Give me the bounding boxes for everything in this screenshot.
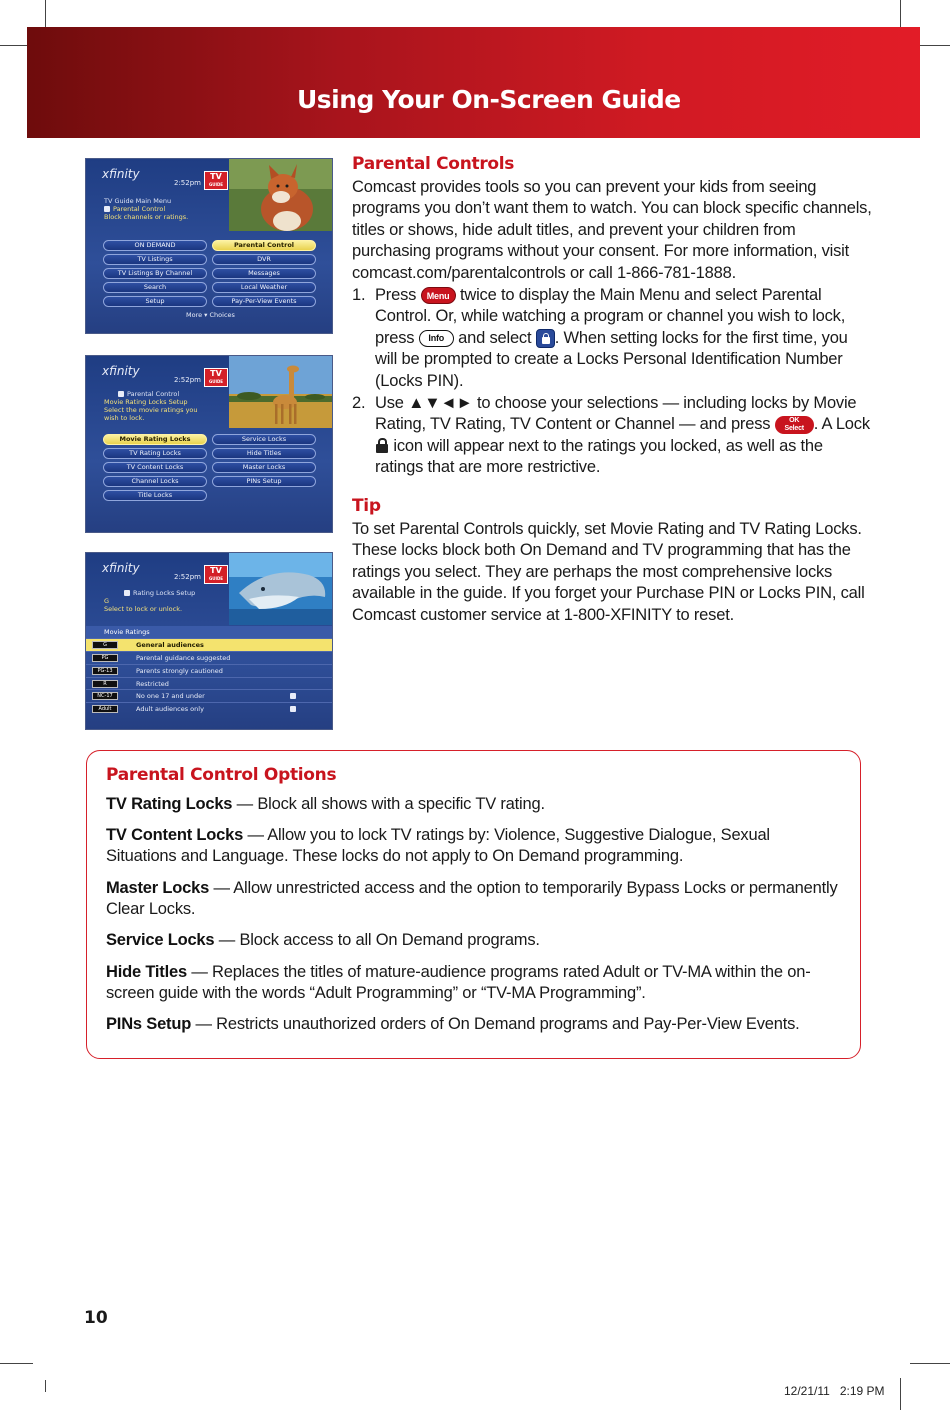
screen-subtitle: Parental Control Movie Rating Locks Setup Select the movie ratings you wish to lock. [104,390,198,422]
tv-screen-main-menu [85,158,333,334]
menu-tv-listings[interactable]: TV Listings [103,254,207,265]
option-item: PINs Setup — Restricts unauthorized orders of On Demand programs and Pay-Per-View Events. [106,1015,800,1034]
print-timestamp: 12/21/11 2:19 PM [784,1384,885,1398]
step-2: 2. Use ▲▼◄► to choose your selections — including locks by Movie Rating, TV Rating, TV Content or Channel — and press OK Select . A Lock icon will appear next to the ratings you locked, as well as the ratings that are more restrictive. [352,393,870,477]
dolphin-image [229,553,332,625]
rating-code: PG [92,654,118,662]
tv-screen-rating-locks [85,552,333,730]
fox-image [229,159,332,231]
menu-movie-rating-locks[interactable]: Movie Rating Locks [103,434,207,445]
page-title: Using Your On-Screen Guide [297,85,681,114]
ratings-header: Movie Ratings [86,626,332,638]
page-banner [27,27,920,138]
menu-setup[interactable]: Setup [103,296,207,307]
menu-local-weather[interactable]: Local Weather [212,282,316,293]
menu-pins-setup[interactable]: PINs Setup [212,476,316,487]
menu-tv-rating-locks[interactable]: TV Rating Locks [103,448,207,459]
tv-guide-logo: TV GUIDE [204,368,228,387]
lock-icon [124,590,130,596]
menu-button-icon: Menu [421,287,456,304]
rating-desc: Parents strongly cautioned [136,667,223,675]
parental-controls-heading: Parental Controls [352,154,515,174]
parental-controls-section [352,154,872,626]
lock-button-icon [536,329,555,348]
xfinity-logo: xfinity [102,561,140,575]
crop-mark [0,1363,33,1364]
menu-channel-locks[interactable]: Channel Locks [103,476,207,487]
rating-code: R [92,680,118,688]
tv-screen-parental-control [85,355,333,533]
option-item: Master Locks — Allow unrestricted access and the option to temporarily Bypass Locks or permanently Clear Locks. [106,878,838,919]
tip-heading: Tip [352,495,381,516]
menu-pay-per-view[interactable]: Pay-Per-View Events [212,296,316,307]
crop-mark [45,1380,46,1392]
menu-parental-control[interactable]: Parental Control [212,240,316,251]
clock: 2:52pm [174,179,201,187]
rating-desc: Adult audiences only [136,705,204,713]
crop-mark [900,1378,901,1410]
menu-messages[interactable]: Messages [212,268,316,279]
screen-subtitle: TV Guide Main Menu Parental Control Block channels or ratings. [104,197,189,221]
info-button-icon: Info [419,330,454,347]
menu-tv-listings-by-channel[interactable]: TV Listings By Channel [103,268,207,279]
rating-desc: No one 17 and under [136,692,205,700]
lock-icon [104,206,110,212]
rating-row-nc17[interactable] [86,689,332,702]
more-choices[interactable]: More ▾ Choices [186,311,235,319]
lock-icon [290,693,296,699]
xfinity-logo: xfinity [102,167,140,181]
steps-list [352,285,872,479]
options-heading: Parental Control Options [106,765,337,785]
step-1: 1. Press Menu twice to display the Main Menu and select Parental Control. Or, while watching a program or channel you wish to lock, press Info and select . When setting locks for the first time, you will be prompted to create a Locks Personal Identification Number (Locks PIN). [352,285,848,390]
rating-row-adult[interactable] [86,702,332,715]
rating-row-pg13[interactable] [86,664,332,677]
clock: 2:52pm [174,573,201,581]
rating-desc: Parental guidance suggested [136,654,231,662]
rating-code: G [92,641,118,649]
rating-desc: Restricted [136,680,169,688]
option-item: TV Content Locks — Allow you to lock TV ratings by: Violence, Suggestive Dialogue, Sexual Situations and Language. These locks do not apply to On Demand programming. [106,825,770,866]
ok-select-button-icon: OK Select [775,416,814,434]
menu-tv-content-locks[interactable]: TV Content Locks [103,462,207,473]
option-item: Service Locks — Block access to all On Demand programs. [106,931,540,950]
rating-row-pg[interactable] [86,651,332,664]
tv-guide-logo: TV GUIDE [204,565,228,584]
option-item: TV Rating Locks — Block all shows with a specific TV rating. [106,794,545,813]
lock-icon [118,391,124,397]
menu-on-demand[interactable]: ON DEMAND [103,240,207,251]
menu-master-locks[interactable]: Master Locks [212,462,316,473]
screen-subtitle: Rating Locks Setup G Select to lock or unlock. [104,589,196,613]
xfinity-logo: xfinity [102,364,140,378]
menu-title-locks[interactable]: Title Locks [103,490,207,501]
lock-icon [376,438,388,453]
menu-search[interactable]: Search [103,282,207,293]
option-item: Hide Titles — Replaces the titles of mature-audience programs rated Adult or TV-MA within the on-screen guide with the words “Adult Programming” or “TV-MA Programming”. [106,962,811,1003]
crop-mark [917,45,950,46]
rating-code: PG-13 [92,667,118,675]
rating-desc: General audiences [136,641,204,649]
giraffe-image [229,356,332,428]
menu-hide-titles[interactable]: Hide Titles [212,448,316,459]
clock: 2:52pm [174,376,201,384]
menu-dvr[interactable]: DVR [212,254,316,265]
tv-guide-logo: TV GUIDE [204,171,228,190]
tip-text: To set Parental Controls quickly, set Movie Rating and TV Rating Locks. These locks block both On Demand and TV programming that has the ratings you select. They are perhaps the most comprehensive locks available in the guide. If you forget your Purchase PIN or Locks PIN, call Comcast customer service at 1-800-XFINITY to reset. [352,519,865,624]
page-number: 10 [84,1308,108,1328]
rating-row-g[interactable] [86,638,332,651]
rating-code: Adult [92,705,118,713]
menu-service-locks[interactable]: Service Locks [212,434,316,445]
lock-icon [290,706,296,712]
parental-controls-intro: Comcast provides tools so you can prevent your kids from seeing programs you don’t want them to watch. You can block specific channels, titles or shows, hide adult titles, and prevent your children from purchasing programs without your consent. For more information, visit comcast.com/parentalcontrols or call 1-866-781-1888. [352,177,872,282]
rating-row-r[interactable] [86,677,332,689]
crop-mark [910,1363,950,1364]
parental-control-options-box [86,750,861,1059]
rating-code: NC-17 [92,692,118,700]
